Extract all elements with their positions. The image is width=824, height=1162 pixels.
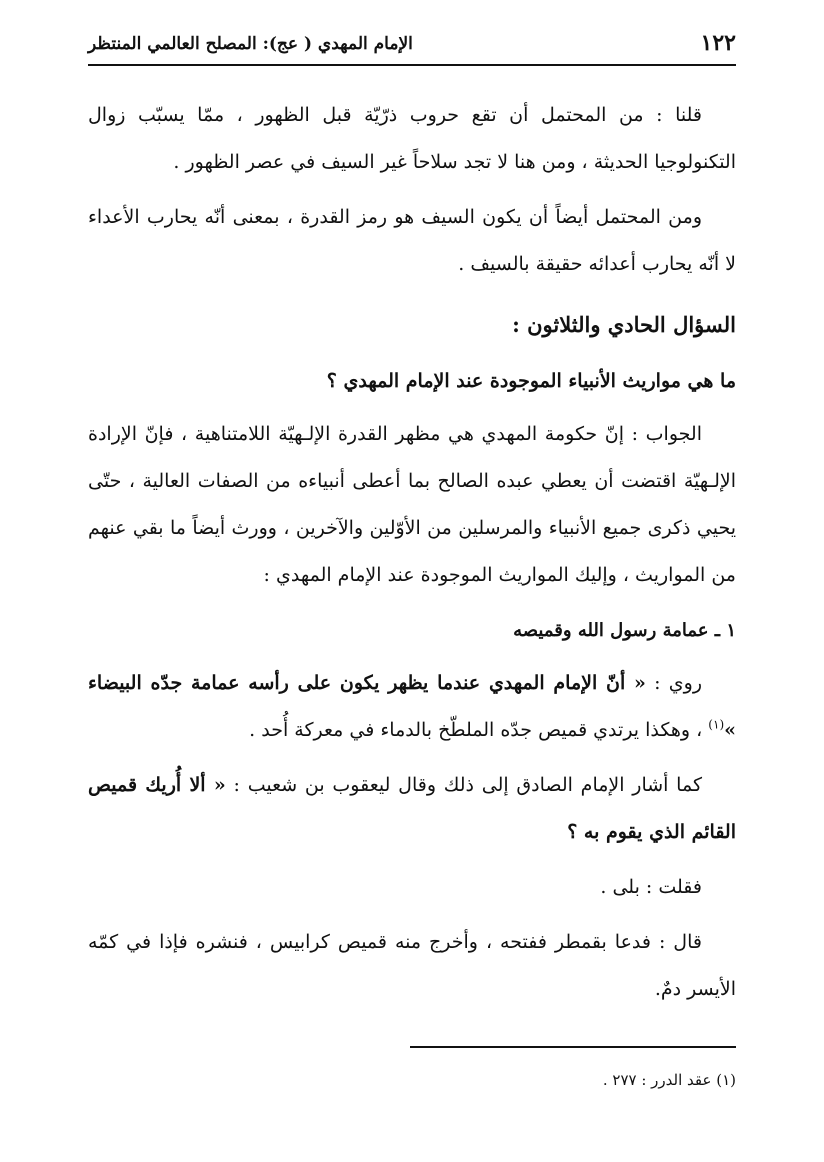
- paragraph-4-prefix: كما أشار الإمام الصادق إلى ذلك وقال ليعقوب بن شعيب :: [225, 774, 703, 796]
- paragraph-3: [88, 660, 736, 754]
- paragraph-4: [88, 762, 736, 856]
- question-text: ما هي مواريث الأنبياء الموجودة عند الإمام المهدي ؟: [326, 370, 736, 392]
- paragraph-3-prefix: روي :: [645, 672, 703, 694]
- paragraph-2: ومن المحتمل أيضاً أن يكون السيف هو رمز القدرة ، بمعنى أنّه يحارب الأعداء لا أنّه يحارب أعدائه حقيقة بالسيف .: [88, 206, 736, 275]
- paragraph-5: فقلت : بلى .: [600, 876, 702, 898]
- paragraph-6: قال : فدعا بقمطر ففتحه ، وأخرج منه قميص كرابيس ، فنشره فإذا في كمّه الأيسر دمٌ.: [88, 931, 736, 1000]
- question-heading: السؤال الحادي والثلاثون :: [512, 312, 736, 337]
- paragraph-1: قلنا : من المحتمل أن تقع حروب ذرّيّة قبل الظهور ، ممّا يسبّب زوال التكنولوجيا الحديثة ، ومن هنا لا تجد سلاحاً غير السيف في عصر الظهور .: [88, 104, 736, 173]
- paragraph-4-quote: « ألا أُريك قميص القائم الذي يقوم به ؟: [88, 774, 736, 843]
- footnote-reference[interactable]: (١): [708, 717, 725, 732]
- paragraph-3-rest: ، وهكذا يرتدي قميص جدّه الملطّخ بالدماء في معركة أُحد .: [249, 719, 703, 741]
- header-divider: [88, 64, 736, 66]
- paragraph-3-quote: « أنّ الإمام المهدي عندما يظهر يكون على رأسه عمامة جدّه البيضاء »: [88, 672, 736, 741]
- running-title: الإمام المهدي ( عج): المصلح العالمي المنتظر: [88, 34, 413, 54]
- page-number: ١٢٢: [700, 30, 736, 56]
- page-body: [88, 92, 736, 1021]
- page-header: [88, 30, 736, 64]
- footnote-divider: [410, 1046, 736, 1048]
- footnote: (١) عقد الدرر : ٢٧٧ .: [602, 1071, 736, 1089]
- answer-paragraph: الجواب : إنّ حكومة المهدي هي مظهر القدرة الإلـهيّة اللامتناهية ، فإنّ الإرادة الإلـهيّة اقتضت أن يعطي عبده الصالح بما أعطى أنبياءه من الصفات العالية ، حتّى يحيي ذكرى جميع الأنبياء والمرسلين من الأوّلين والآخرين ، وورث أيضاً ما بقي عنهم من المواريث ، وإليك المواريث الموجودة عند الإمام المهدي :: [88, 423, 736, 586]
- section-subheading: ١ ـ عمامة رسول الله وقميصه: [513, 620, 736, 641]
